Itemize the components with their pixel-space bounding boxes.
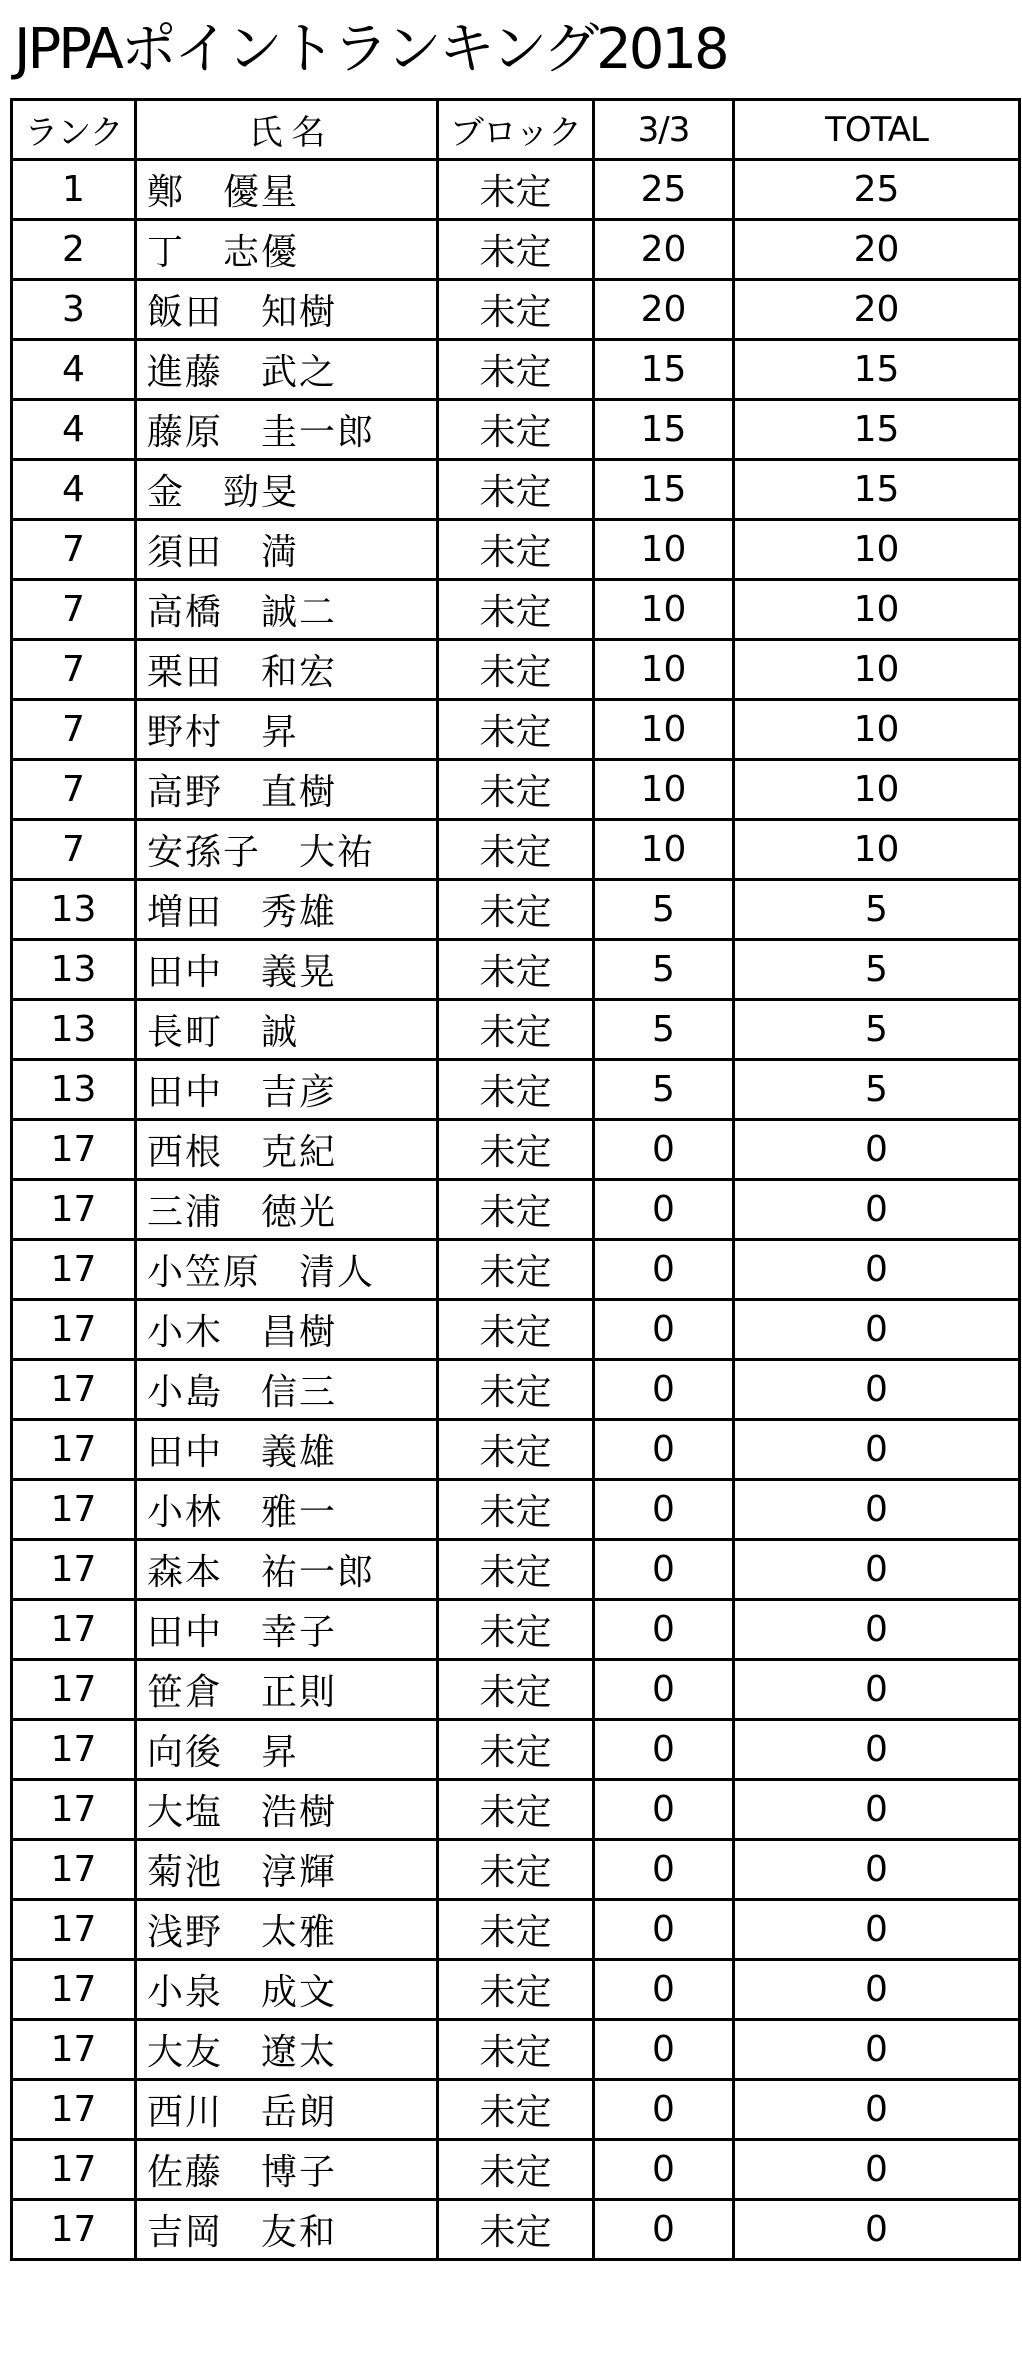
round-points-cell: 0 — [594, 2140, 734, 2200]
total-points-cell: 0 — [734, 1360, 1020, 1420]
header-total: TOTAL — [734, 100, 1020, 160]
name-cell: 小笠原 清人 — [136, 1240, 438, 1300]
header-name: 氏 名 — [136, 100, 438, 160]
header-block: ブロック — [438, 100, 594, 160]
name-cell: 進藤 武之 — [136, 340, 438, 400]
total-points-cell: 0 — [734, 1180, 1020, 1240]
total-points-cell: 0 — [734, 1120, 1020, 1180]
total-points-cell: 0 — [734, 1900, 1020, 1960]
rank-cell: 7 — [12, 700, 136, 760]
table-row — [12, 1960, 1020, 2020]
rank-cell: 17 — [12, 1360, 136, 1420]
round-points-cell: 0 — [594, 1780, 734, 1840]
table-row — [12, 1060, 1020, 1120]
rank-cell: 7 — [12, 640, 136, 700]
rank-cell: 17 — [12, 1660, 136, 1720]
table-row — [12, 1240, 1020, 1300]
table-row — [12, 940, 1020, 1000]
rank-cell: 17 — [12, 1720, 136, 1780]
round-points-cell: 0 — [594, 1660, 734, 1720]
name-cell: 菊池 淳輝 — [136, 1840, 438, 1900]
table-row — [12, 1900, 1020, 1960]
total-points-cell: 0 — [734, 1600, 1020, 1660]
rank-cell: 2 — [12, 220, 136, 280]
name-cell: 西根 克紀 — [136, 1120, 438, 1180]
round-points-cell: 10 — [594, 700, 734, 760]
name-cell: 大塩 浩樹 — [136, 1780, 438, 1840]
round-points-cell: 10 — [594, 640, 734, 700]
block-cell: 未定 — [438, 1240, 594, 1300]
header-rank: ランク — [12, 100, 136, 160]
block-cell: 未定 — [438, 1420, 594, 1480]
rank-cell: 7 — [12, 520, 136, 580]
block-cell: 未定 — [438, 760, 594, 820]
table-row — [12, 1420, 1020, 1480]
round-points-cell: 0 — [594, 1240, 734, 1300]
block-cell: 未定 — [438, 400, 594, 460]
rank-cell: 17 — [12, 1240, 136, 1300]
table-row — [12, 2080, 1020, 2140]
round-points-cell: 20 — [594, 220, 734, 280]
rank-cell: 13 — [12, 940, 136, 1000]
ranking-body — [12, 160, 1020, 2260]
block-cell: 未定 — [438, 2140, 594, 2200]
name-cell: 飯田 知樹 — [136, 280, 438, 340]
block-cell: 未定 — [438, 580, 594, 640]
table-row — [12, 1780, 1020, 1840]
round-points-cell: 0 — [594, 1420, 734, 1480]
total-points-cell: 5 — [734, 940, 1020, 1000]
rank-cell: 17 — [12, 1420, 136, 1480]
table-row — [12, 160, 1020, 220]
table-row — [12, 520, 1020, 580]
block-cell: 未定 — [438, 2080, 594, 2140]
block-cell: 未定 — [438, 2200, 594, 2260]
round-points-cell: 25 — [594, 160, 734, 220]
name-cell: 小林 雅一 — [136, 1480, 438, 1540]
table-row — [12, 580, 1020, 640]
table-row — [12, 2020, 1020, 2080]
round-points-cell: 15 — [594, 400, 734, 460]
round-points-cell: 5 — [594, 1000, 734, 1060]
rank-cell: 17 — [12, 1120, 136, 1180]
name-cell: 金 勁旻 — [136, 460, 438, 520]
rank-cell: 17 — [12, 2020, 136, 2080]
name-cell: 小島 信三 — [136, 1360, 438, 1420]
round-points-cell: 5 — [594, 1060, 734, 1120]
table-row — [12, 700, 1020, 760]
total-points-cell: 5 — [734, 880, 1020, 940]
name-cell: 田中 義晃 — [136, 940, 438, 1000]
total-points-cell: 15 — [734, 400, 1020, 460]
rank-cell: 17 — [12, 1900, 136, 1960]
table-row — [12, 1180, 1020, 1240]
round-points-cell: 0 — [594, 1600, 734, 1660]
table-row — [12, 1120, 1020, 1180]
block-cell: 未定 — [438, 1960, 594, 2020]
name-cell: 小木 昌樹 — [136, 1300, 438, 1360]
block-cell: 未定 — [438, 640, 594, 700]
block-cell: 未定 — [438, 1360, 594, 1420]
rank-cell: 13 — [12, 880, 136, 940]
block-cell: 未定 — [438, 820, 594, 880]
round-points-cell: 0 — [594, 1300, 734, 1360]
block-cell: 未定 — [438, 1780, 594, 1840]
round-points-cell: 0 — [594, 1540, 734, 1600]
name-cell: 吉岡 友和 — [136, 2200, 438, 2260]
name-cell: 須田 満 — [136, 520, 438, 580]
rank-cell: 13 — [12, 1060, 136, 1120]
round-points-cell: 0 — [594, 2020, 734, 2080]
round-points-cell: 15 — [594, 460, 734, 520]
round-points-cell: 15 — [594, 340, 734, 400]
name-cell: 高橋 誠二 — [136, 580, 438, 640]
block-cell: 未定 — [438, 1180, 594, 1240]
table-row — [12, 1480, 1020, 1540]
rank-cell: 17 — [12, 1960, 136, 2020]
rank-cell: 17 — [12, 1300, 136, 1360]
rank-cell: 17 — [12, 2080, 136, 2140]
block-cell: 未定 — [438, 1900, 594, 1960]
block-cell: 未定 — [438, 940, 594, 1000]
table-row — [12, 1600, 1020, 1660]
total-points-cell: 15 — [734, 460, 1020, 520]
round-points-cell: 0 — [594, 1840, 734, 1900]
block-cell: 未定 — [438, 340, 594, 400]
total-points-cell: 0 — [734, 1480, 1020, 1540]
header-row — [12, 100, 1020, 160]
total-points-cell: 20 — [734, 220, 1020, 280]
block-cell: 未定 — [438, 1540, 594, 1600]
rank-cell: 7 — [12, 820, 136, 880]
total-points-cell: 10 — [734, 640, 1020, 700]
rank-cell: 17 — [12, 2200, 136, 2260]
total-points-cell: 0 — [734, 1300, 1020, 1360]
rank-cell: 17 — [12, 2140, 136, 2200]
table-row — [12, 760, 1020, 820]
total-points-cell: 15 — [734, 340, 1020, 400]
table-row — [12, 820, 1020, 880]
block-cell: 未定 — [438, 220, 594, 280]
total-points-cell: 0 — [734, 1540, 1020, 1600]
name-cell: 田中 義雄 — [136, 1420, 438, 1480]
rank-cell: 4 — [12, 460, 136, 520]
block-cell: 未定 — [438, 1600, 594, 1660]
round-points-cell: 0 — [594, 1480, 734, 1540]
round-points-cell: 0 — [594, 2200, 734, 2260]
round-points-cell: 10 — [594, 580, 734, 640]
block-cell: 未定 — [438, 1120, 594, 1180]
name-cell: 野村 昇 — [136, 700, 438, 760]
total-points-cell: 0 — [734, 2200, 1020, 2260]
round-points-cell: 0 — [594, 1900, 734, 1960]
table-row — [12, 220, 1020, 280]
total-points-cell: 0 — [734, 2080, 1020, 2140]
name-cell: 栗田 和宏 — [136, 640, 438, 700]
rank-cell: 7 — [12, 580, 136, 640]
header-round: 3/3 — [594, 100, 734, 160]
round-points-cell: 10 — [594, 820, 734, 880]
block-cell: 未定 — [438, 1480, 594, 1540]
name-cell: 西川 岳朗 — [136, 2080, 438, 2140]
table-row — [12, 2140, 1020, 2200]
table-row — [12, 1660, 1020, 1720]
table-row — [12, 880, 1020, 940]
block-cell: 未定 — [438, 160, 594, 220]
table-row — [12, 1840, 1020, 1900]
round-points-cell: 5 — [594, 940, 734, 1000]
total-points-cell: 0 — [734, 1840, 1020, 1900]
rank-cell: 4 — [12, 340, 136, 400]
name-cell: 安孫子 大祐 — [136, 820, 438, 880]
block-cell: 未定 — [438, 2020, 594, 2080]
table-row — [12, 1540, 1020, 1600]
total-points-cell: 0 — [734, 1420, 1020, 1480]
table-row — [12, 640, 1020, 700]
rank-cell: 17 — [12, 1780, 136, 1840]
rank-cell: 17 — [12, 1840, 136, 1900]
page-title: JPPAポイントランキング2018 — [14, 17, 727, 82]
name-cell: 小泉 成文 — [136, 1960, 438, 2020]
block-cell: 未定 — [438, 1720, 594, 1780]
block-cell: 未定 — [438, 280, 594, 340]
name-cell: 笹倉 正則 — [136, 1660, 438, 1720]
block-cell: 未定 — [438, 700, 594, 760]
name-cell: 浅野 太雅 — [136, 1900, 438, 1960]
round-points-cell: 0 — [594, 1360, 734, 1420]
table-row — [12, 340, 1020, 400]
round-points-cell: 0 — [594, 1960, 734, 2020]
round-points-cell: 0 — [594, 1180, 734, 1240]
block-cell: 未定 — [438, 880, 594, 940]
total-points-cell: 20 — [734, 280, 1020, 340]
round-points-cell: 20 — [594, 280, 734, 340]
name-cell: 丁 志優 — [136, 220, 438, 280]
block-cell: 未定 — [438, 520, 594, 580]
round-points-cell: 0 — [594, 1720, 734, 1780]
name-cell: 田中 幸子 — [136, 1600, 438, 1660]
name-cell: 三浦 徳光 — [136, 1180, 438, 1240]
total-points-cell: 0 — [734, 1960, 1020, 2020]
table-row — [12, 1360, 1020, 1420]
total-points-cell: 5 — [734, 1000, 1020, 1060]
total-points-cell: 10 — [734, 580, 1020, 640]
ranking-table — [10, 98, 1021, 2261]
table-row — [12, 280, 1020, 340]
block-cell: 未定 — [438, 460, 594, 520]
total-points-cell: 0 — [734, 2020, 1020, 2080]
total-points-cell: 0 — [734, 1660, 1020, 1720]
table-row — [12, 1300, 1020, 1360]
name-cell: 大友 遼太 — [136, 2020, 438, 2080]
total-points-cell: 25 — [734, 160, 1020, 220]
total-points-cell: 0 — [734, 1780, 1020, 1840]
total-points-cell: 10 — [734, 760, 1020, 820]
round-points-cell: 10 — [594, 520, 734, 580]
rank-cell: 17 — [12, 1180, 136, 1240]
round-points-cell: 5 — [594, 880, 734, 940]
block-cell: 未定 — [438, 1300, 594, 1360]
rank-cell: 13 — [12, 1000, 136, 1060]
round-points-cell: 0 — [594, 2080, 734, 2140]
rank-cell: 7 — [12, 760, 136, 820]
total-points-cell: 10 — [734, 520, 1020, 580]
table-row — [12, 1000, 1020, 1060]
table-row — [12, 460, 1020, 520]
name-cell: 高野 直樹 — [136, 760, 438, 820]
rank-cell: 17 — [12, 1600, 136, 1660]
rank-cell: 17 — [12, 1540, 136, 1600]
table-row — [12, 400, 1020, 460]
block-cell: 未定 — [438, 1060, 594, 1120]
block-cell: 未定 — [438, 1000, 594, 1060]
round-points-cell: 10 — [594, 760, 734, 820]
name-cell: 佐藤 博子 — [136, 2140, 438, 2200]
name-cell: 田中 吉彦 — [136, 1060, 438, 1120]
table-row — [12, 1720, 1020, 1780]
block-cell: 未定 — [438, 1840, 594, 1900]
rank-cell: 1 — [12, 160, 136, 220]
total-points-cell: 0 — [734, 1240, 1020, 1300]
round-points-cell: 0 — [594, 1120, 734, 1180]
name-cell: 増田 秀雄 — [136, 880, 438, 940]
name-cell: 向後 昇 — [136, 1720, 438, 1780]
name-cell: 長町 誠 — [136, 1000, 438, 1060]
rank-cell: 4 — [12, 400, 136, 460]
total-points-cell: 10 — [734, 700, 1020, 760]
total-points-cell: 0 — [734, 2140, 1020, 2200]
block-cell: 未定 — [438, 1660, 594, 1720]
rank-cell: 3 — [12, 280, 136, 340]
rank-cell: 17 — [12, 1480, 136, 1540]
name-cell: 森本 祐一郎 — [136, 1540, 438, 1600]
name-cell: 鄭 優星 — [136, 160, 438, 220]
total-points-cell: 5 — [734, 1060, 1020, 1120]
table-row — [12, 2200, 1020, 2260]
total-points-cell: 10 — [734, 820, 1020, 880]
name-cell: 藤原 圭一郎 — [136, 400, 438, 460]
total-points-cell: 0 — [734, 1720, 1020, 1780]
